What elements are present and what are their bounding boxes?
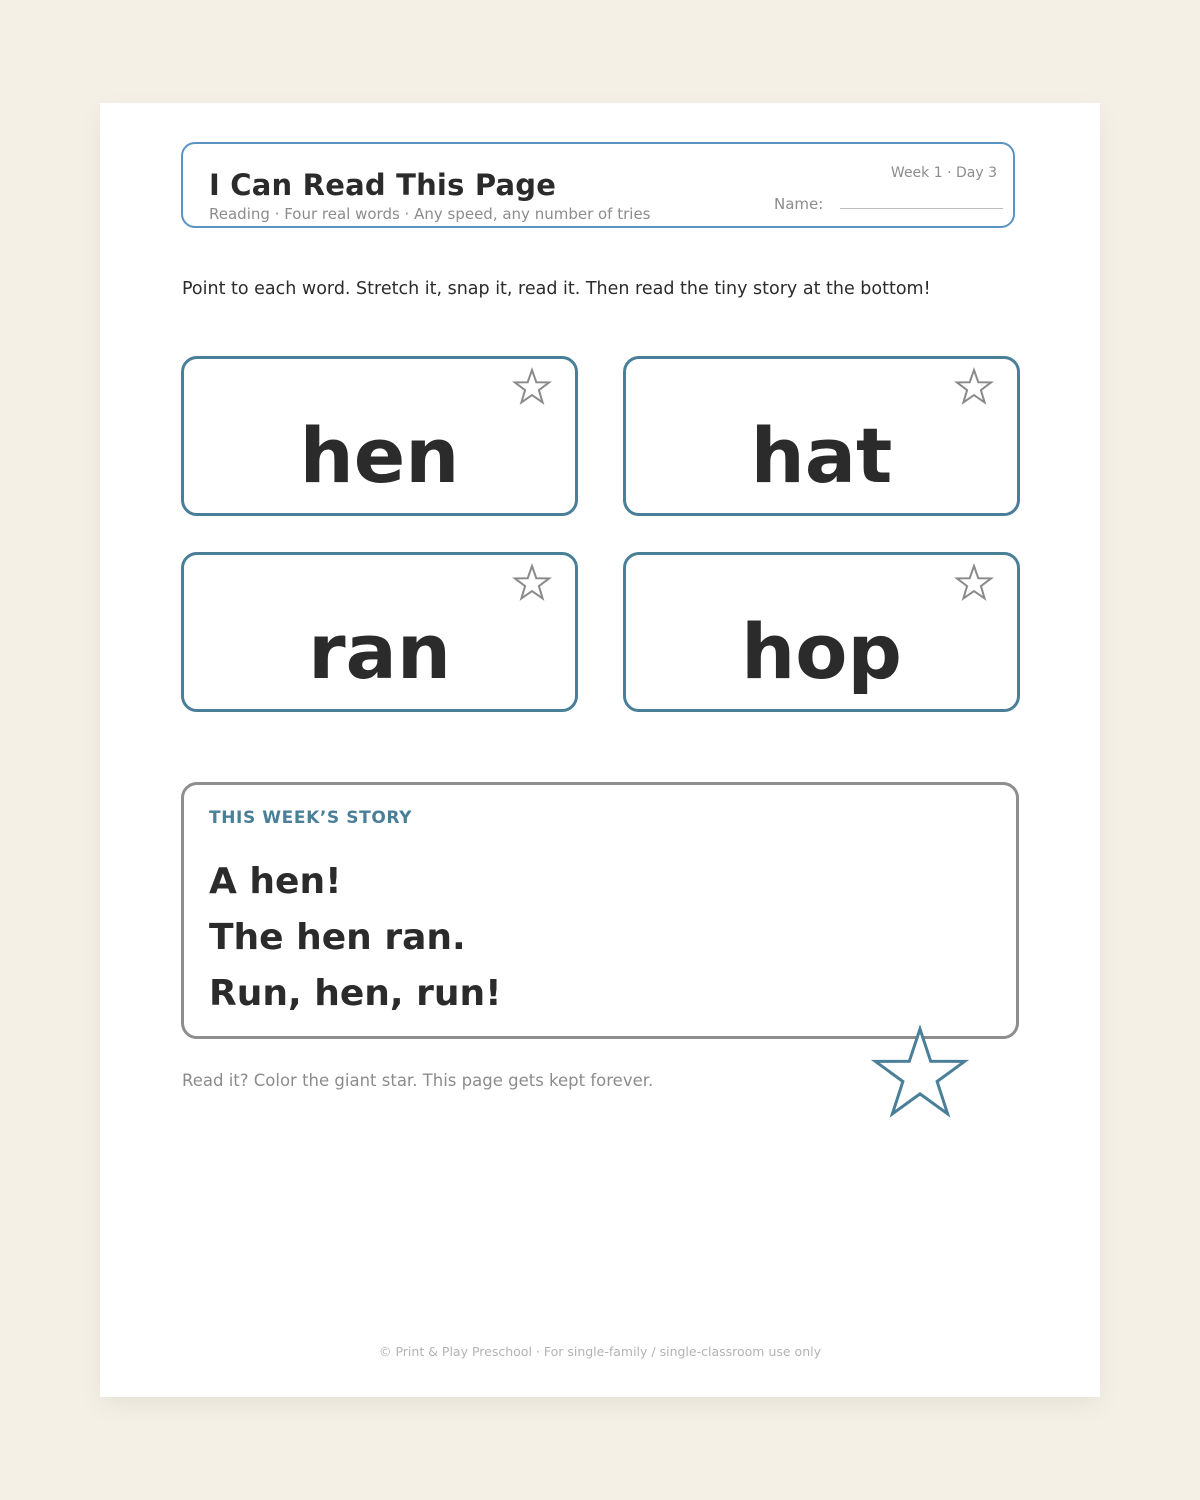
story-box bbox=[181, 782, 1019, 1039]
star-outline-icon bbox=[953, 563, 995, 605]
word-card-hen bbox=[181, 356, 578, 516]
story-line: Run, hen, run! bbox=[209, 973, 502, 1014]
name-write-line bbox=[840, 208, 1003, 209]
word-card-hop bbox=[623, 552, 1020, 712]
instructions: Point to each word. Stretch it, snap it, read it. Then read the tiny story at the bottom! bbox=[182, 279, 931, 299]
story-line: A hen! bbox=[209, 861, 342, 902]
story-line: The hen ran. bbox=[209, 917, 466, 958]
week-day-label: Week 1 · Day 3 bbox=[890, 165, 997, 181]
word-card-hat bbox=[623, 356, 1020, 516]
copyright-notice: © Print & Play Preschool · For single-family / single-classroom use only bbox=[379, 1344, 821, 1359]
star-outline-icon bbox=[511, 367, 553, 409]
giant-star-icon bbox=[868, 1025, 972, 1125]
word-text: ran bbox=[308, 607, 451, 696]
word-card-ran bbox=[181, 552, 578, 712]
star-outline-icon bbox=[511, 563, 553, 605]
star-outline-icon bbox=[953, 367, 995, 409]
word-text: hat bbox=[750, 411, 893, 500]
story-heading: THIS WEEK’S STORY bbox=[209, 808, 413, 828]
footer-note: Read it? Color the giant star. This page gets kept forever. bbox=[182, 1071, 654, 1090]
page-title: I Can Read This Page bbox=[209, 168, 557, 202]
word-text: hop bbox=[741, 607, 902, 696]
worksheet-page bbox=[100, 103, 1100, 1397]
word-text: hen bbox=[299, 411, 460, 500]
page-subtitle: Reading · Four real words · Any speed, any number of tries bbox=[209, 205, 651, 223]
name-label: Name: bbox=[774, 195, 824, 213]
worksheet-header bbox=[181, 142, 1015, 228]
